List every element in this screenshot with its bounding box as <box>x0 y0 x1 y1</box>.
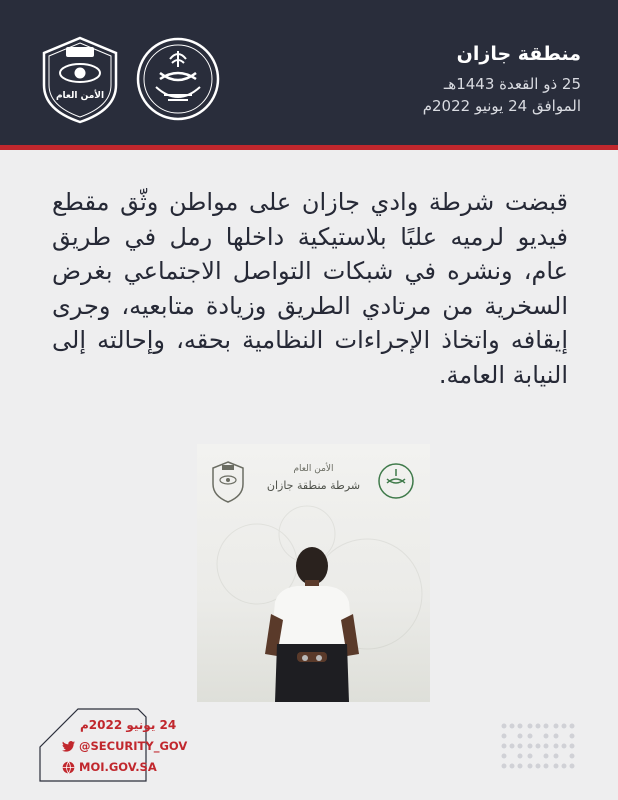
globe-icon <box>62 761 75 774</box>
moi-emblem-icon <box>136 37 220 121</box>
website-url: MOI.GOV.SA <box>79 760 157 774</box>
photo-moi-emblem-icon <box>377 462 415 500</box>
footer-date: 24 يونيو 2022م <box>80 718 177 732</box>
public-security-logo <box>36 35 124 125</box>
footer-twitter[interactable] <box>62 738 187 754</box>
hijri-date: 25 ذو القعدة 1443هـ <box>443 75 581 93</box>
photo-org-line-1: الأمن العام <box>293 464 334 474</box>
photo-org-line-2: شرطة منطقة جازان <box>266 479 361 492</box>
dot-pattern-icon <box>500 722 582 772</box>
gregorian-date: الموافق 24 يونيو 2022م <box>422 97 581 115</box>
news-body-text: قبضت شرطة وادي جازان على مواطن وثّق مقطع فيديو لرميه علبًا بلاستيكية داخلها رمل في طريق عام، ونشره في شبكات التواصل الاجتماعي بغرض السخرية من مرتادي الطريق وزيادة متابعيه، وجرى إيقافه واتخاذ الإجراءات النظامية بحقه، وإحالته إلى النيابة العامة. <box>52 188 568 389</box>
moi-logo <box>136 37 220 121</box>
public-security-emblem-icon <box>36 35 124 125</box>
arrest-photo <box>197 444 430 702</box>
twitter-icon <box>62 741 75 752</box>
region-title: منطقة جازان <box>456 43 581 65</box>
twitter-handle: @SECURITY_GOV <box>79 739 188 753</box>
footer-website[interactable] <box>62 759 157 775</box>
header-accent-line <box>0 145 618 150</box>
logo-caption: الأمن العام <box>55 91 105 101</box>
person-figure <box>257 544 367 702</box>
